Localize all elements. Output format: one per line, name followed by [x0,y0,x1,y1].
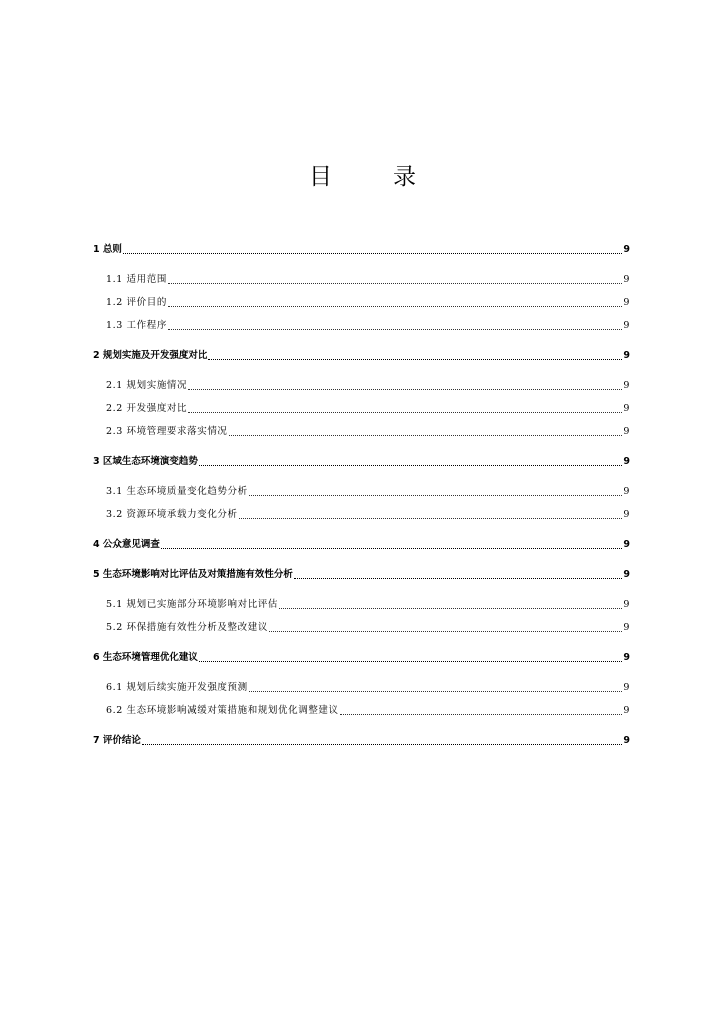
toc-entry[interactable] [93,484,630,498]
toc-leader-dots [239,517,623,519]
toc-page-number: 9 [623,244,630,255]
toc-leader-dots [188,388,622,390]
toc-entry-text: 6.2 生态环境影响减缓对策措施和规划优化调整建议 [106,705,339,716]
toc-entry[interactable] [93,318,630,332]
toc-leader-dots [340,713,623,715]
toc-entry-text: 2.1 规划实施情况 [106,380,188,391]
toc-entry[interactable] [93,703,630,717]
toc-leader-dots [199,660,622,662]
toc-leader-dots [123,252,622,254]
toc-entry[interactable] [93,680,630,694]
toc-page-number: 9 [623,403,630,414]
toc-entry[interactable] [93,507,630,521]
toc-page-number: 9 [623,320,630,331]
toc-entry-text: 4 公众意见调查 [93,539,160,550]
toc-page-number: 9 [623,652,630,663]
toc-leader-dots [249,494,623,496]
toc-entry[interactable] [93,733,630,747]
toc-entry-text: 7 评价结论 [93,735,141,746]
toc-entry[interactable] [93,272,630,286]
toc-entry[interactable] [93,537,630,551]
toc-entry-text: 5 生态环境影响对比评估及对策措施有效性分析 [93,569,293,580]
toc-page-number: 9 [623,735,630,746]
toc-leader-dots [249,690,623,692]
toc-entry-text: 6 生态环境管理优化建议 [93,652,198,663]
toc-entry-text: 3 区域生态环境演变趋势 [93,456,198,467]
toc-page-number: 9 [623,599,630,610]
toc-page-number: 9 [623,456,630,467]
toc-page-number: 9 [623,682,630,693]
toc-entry[interactable] [93,401,630,415]
toc-entry[interactable] [93,242,630,256]
toc-entry[interactable] [93,567,630,581]
toc-page-number: 9 [623,350,630,361]
toc-entry-text: 2 规划实施及开发强度对比 [93,350,208,361]
toc-entry[interactable] [93,650,630,664]
toc-entry[interactable] [93,348,630,362]
toc-entry-text: 1.3 工作程序 [106,320,167,331]
toc-page-number: 9 [623,705,630,716]
toc-entry[interactable] [93,597,630,611]
toc-entry[interactable] [93,378,630,392]
toc-entry-text: 2.3 环境管理要求落实情况 [106,426,228,437]
toc-entry-text: 1 总则 [93,244,122,255]
toc-page-number: 9 [623,297,630,308]
toc-entry-text: 5.2 环保措施有效性分析及整改建议 [106,622,268,633]
toc-entry-text: 6.1 规划后续实施开发强度预测 [106,682,248,693]
toc-leader-dots [168,328,622,330]
toc-page-number: 9 [623,486,630,497]
toc-entry[interactable] [93,295,630,309]
toc-page-number: 9 [623,426,630,437]
toc-leader-dots [208,358,622,360]
toc-page-number: 9 [623,274,630,285]
toc-page-number: 9 [623,509,630,520]
toc-leader-dots [188,411,622,413]
title-char-1: 目 [309,164,332,190]
toc-leader-dots [279,607,622,609]
toc-entry[interactable] [93,620,630,634]
toc-entry[interactable] [93,454,630,468]
toc-entry-text: 2.2 开发强度对比 [106,403,188,414]
toc-entry-text: 3.1 生态环境质量变化趋势分析 [106,486,248,497]
toc-leader-dots [269,630,622,632]
toc-page-number: 9 [623,569,630,580]
toc-entry-text: 3.2 资源环境承载力变化分析 [106,509,238,520]
toc-page-number: 9 [623,622,630,633]
toc-leader-dots [199,464,622,466]
toc-leader-dots [168,282,622,284]
toc-entry-text: 5.1 规划已实施部分环境影响对比评估 [106,599,279,610]
toc-leader-dots [168,305,622,307]
toc-leader-dots [161,547,622,549]
toc-page-number: 9 [623,380,630,391]
toc-leader-dots [142,743,622,745]
toc-page-number: 9 [623,539,630,550]
toc-leader-dots [229,434,623,436]
title-char-2: 录 [393,164,416,190]
toc-entry-text: 1.1 适用范围 [106,274,167,285]
toc-leader-dots [294,577,622,579]
toc-entry[interactable] [93,424,630,438]
toc-entry-text: 1.2 评价目的 [106,297,167,308]
